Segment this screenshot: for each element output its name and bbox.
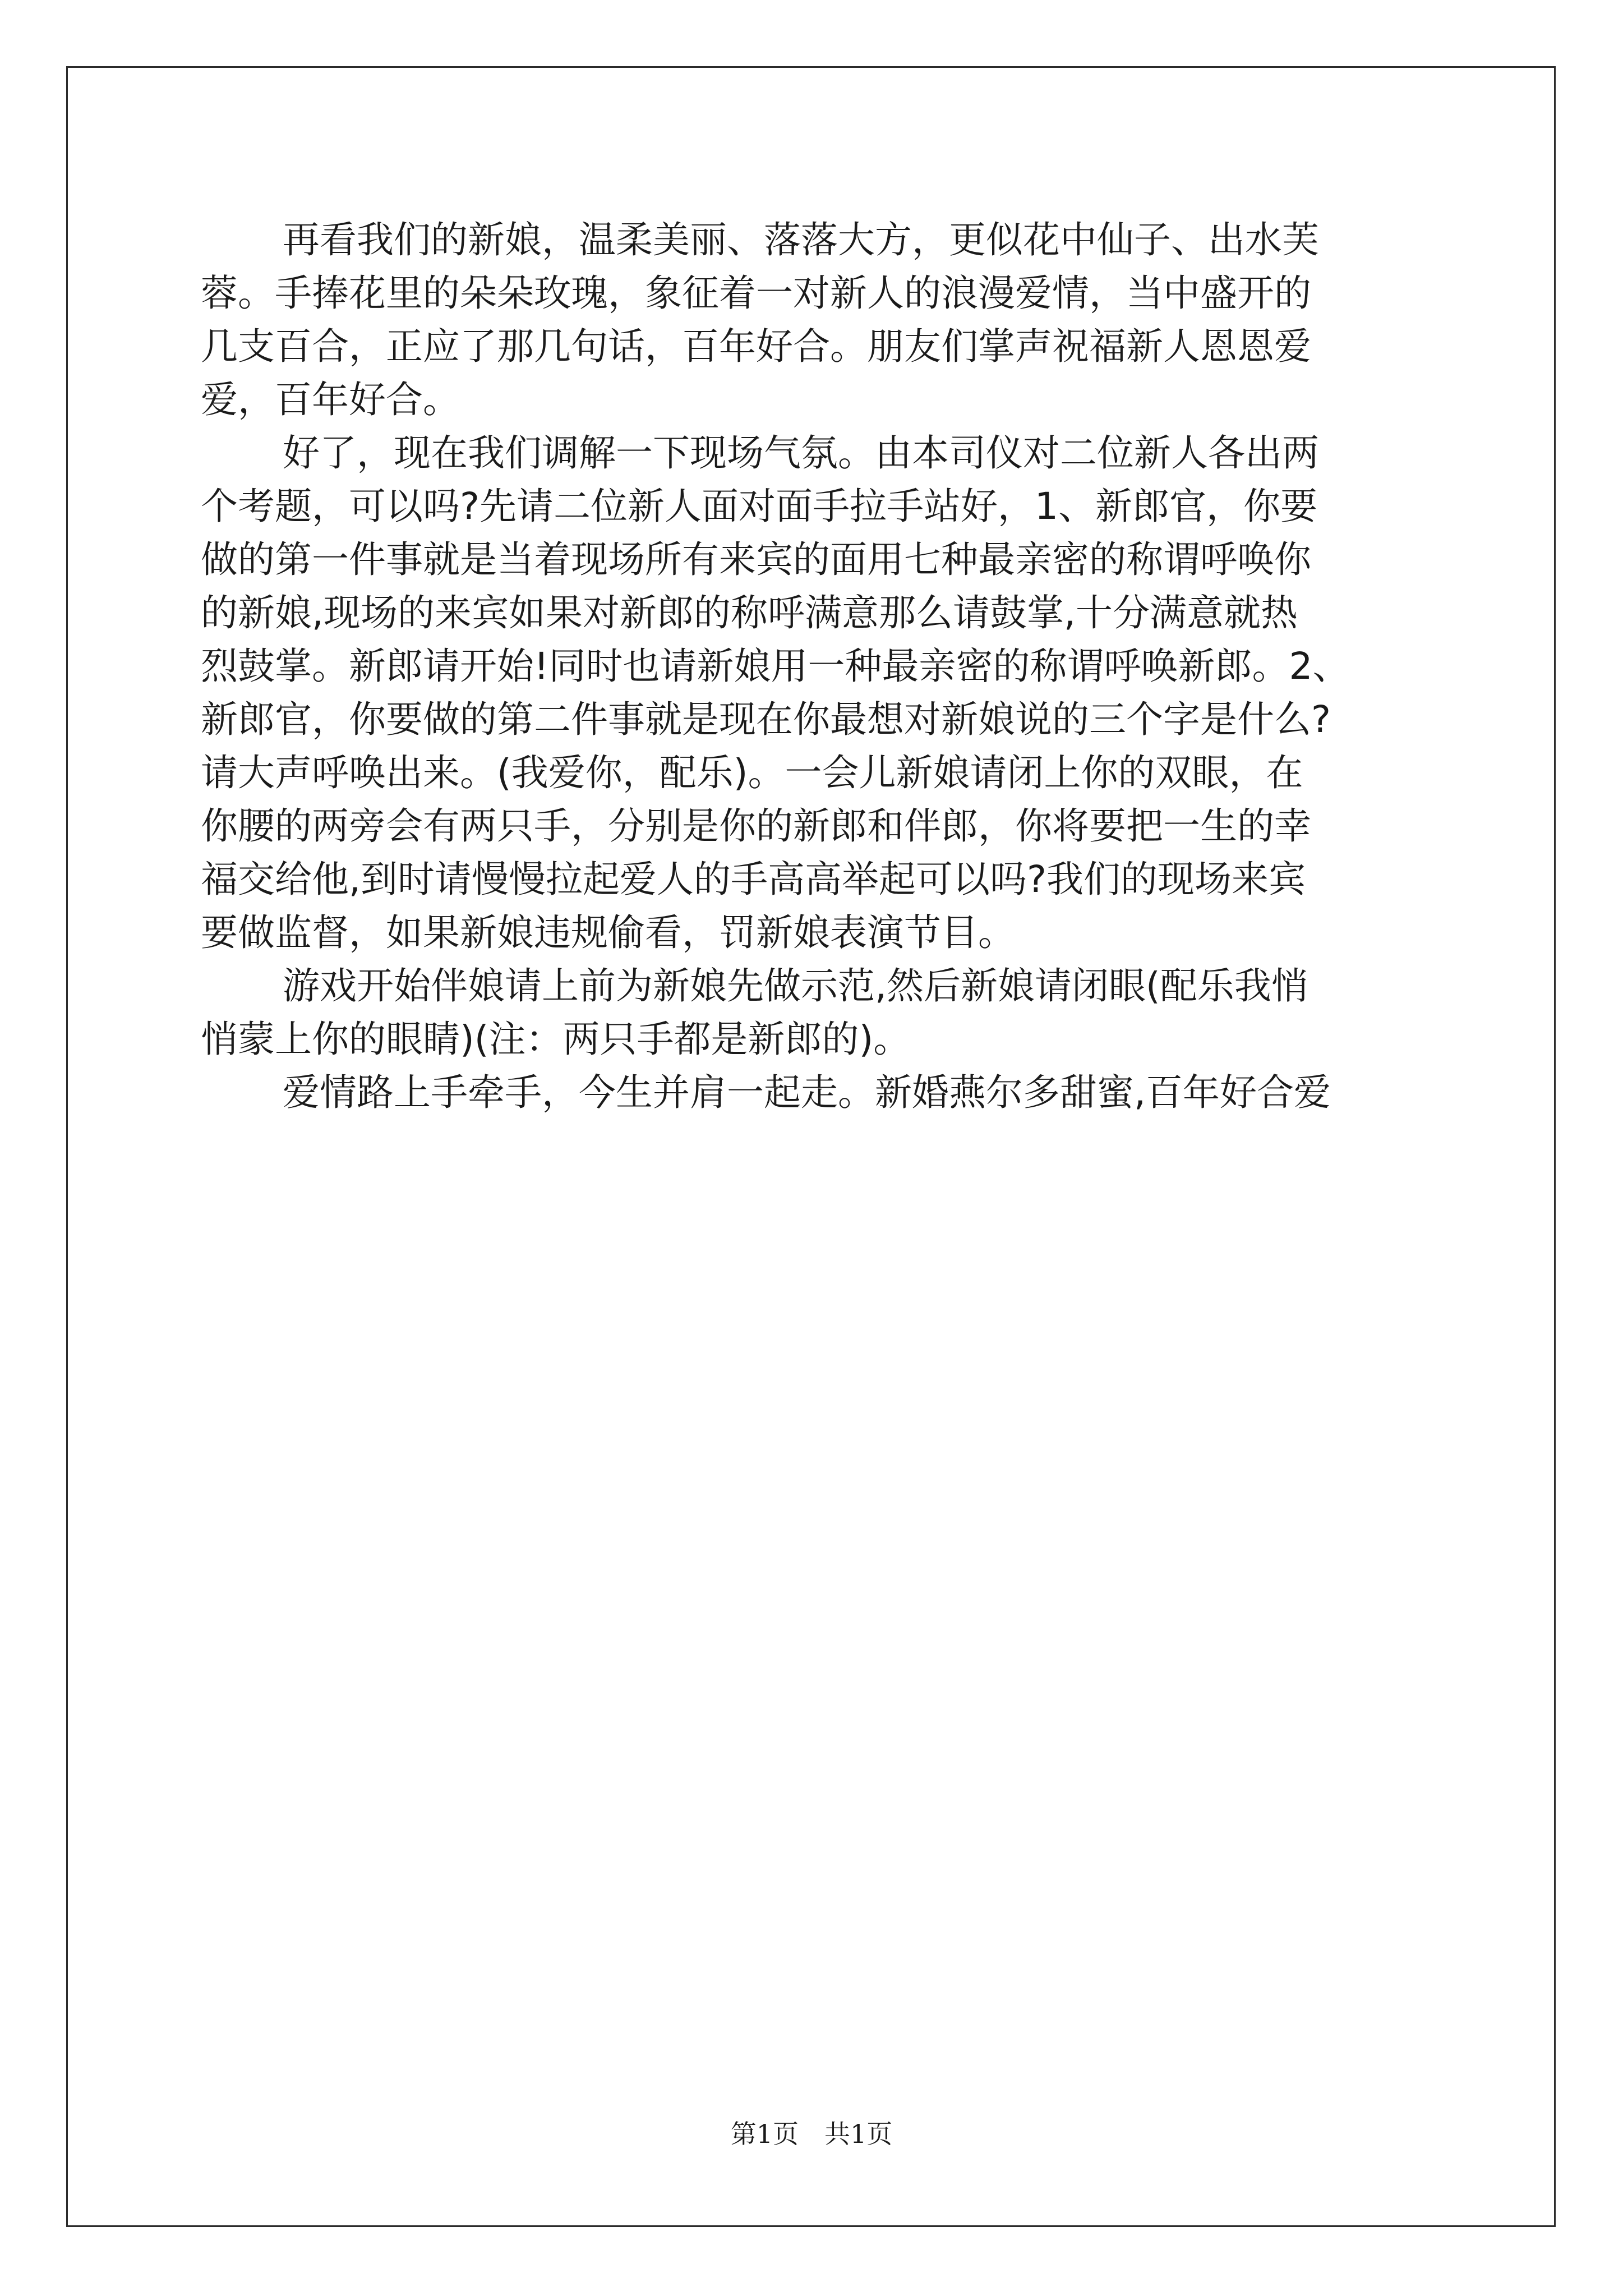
page-footer: 第1页 共1页	[730, 2119, 893, 2149]
paragraph-1-line-3: 几支百合，正应了那几句话，百年好合。朋友们掌声祝福新人恩恩爱	[201, 325, 1311, 368]
paragraph-2-line-5: 烈鼓掌。新郎请开始!同时也请新娘用一种最亲密的称谓呼唤新郎。2、	[201, 645, 1350, 688]
paragraph-2-line-7: 请大声呼唤出来。(我爱你，配乐)。一会儿新娘请闭上你的双眼，在	[201, 751, 1303, 794]
paragraph-3-line-2: 悄蒙上你的眼睛)(注：两只手都是新郎的)。	[201, 1018, 911, 1061]
paragraph-1-line-4: 爱，百年好合。	[201, 378, 460, 421]
paragraph-2-line-2: 个考题，可以吗?先请二位新人面对面手拉手站好，1、新郎官，你要	[201, 485, 1318, 528]
paragraph-2-line-1: 好了，现在我们调解一下现场气氛。由本司仪对二位新人各出两	[283, 431, 1319, 475]
paragraph-1-line-2: 蓉。手捧花里的朵朵玫瑰，象征着一对新人的浪漫爱情，当中盛开的	[201, 272, 1311, 315]
paragraph-2-line-10: 要做监督，如果新娘违规偷看，罚新娘表演节目。	[201, 911, 1015, 954]
paragraph-1-line-1: 再看我们的新娘，温柔美丽、落落大方，更似花中仙子、出水芙	[283, 218, 1319, 261]
paragraph-2-line-6: 新郎官，你要做的第二件事就是现在你最想对新娘说的三个字是什么?	[201, 698, 1331, 741]
paragraph-4-line-1: 爱情路上手牵手，今生并肩一起走。新婚燕尔多甜蜜,百年好合爱	[283, 1071, 1331, 1114]
paragraph-2-line-9: 福交给他,到时请慢慢拉起爱人的手高高举起可以吗?我们的现场来宾	[201, 858, 1306, 901]
paragraph-2-line-4: 的新娘,现场的来宾如果对新郎的称呼满意那么请鼓掌,十分满意就热	[201, 591, 1298, 634]
document-body	[201, 213, 1423, 1119]
paragraph-2-line-3: 做的第一件事就是当着现场所有来宾的面用七种最亲密的称谓呼唤你	[201, 538, 1311, 581]
paragraph-2-line-8: 你腰的两旁会有两只手，分别是你的新郎和伴郎，你将要把一生的幸	[201, 804, 1311, 848]
paragraph-3-line-1: 游戏开始伴娘请上前为新娘先做示范,然后新娘请闭眼(配乐我悄	[283, 964, 1308, 1007]
